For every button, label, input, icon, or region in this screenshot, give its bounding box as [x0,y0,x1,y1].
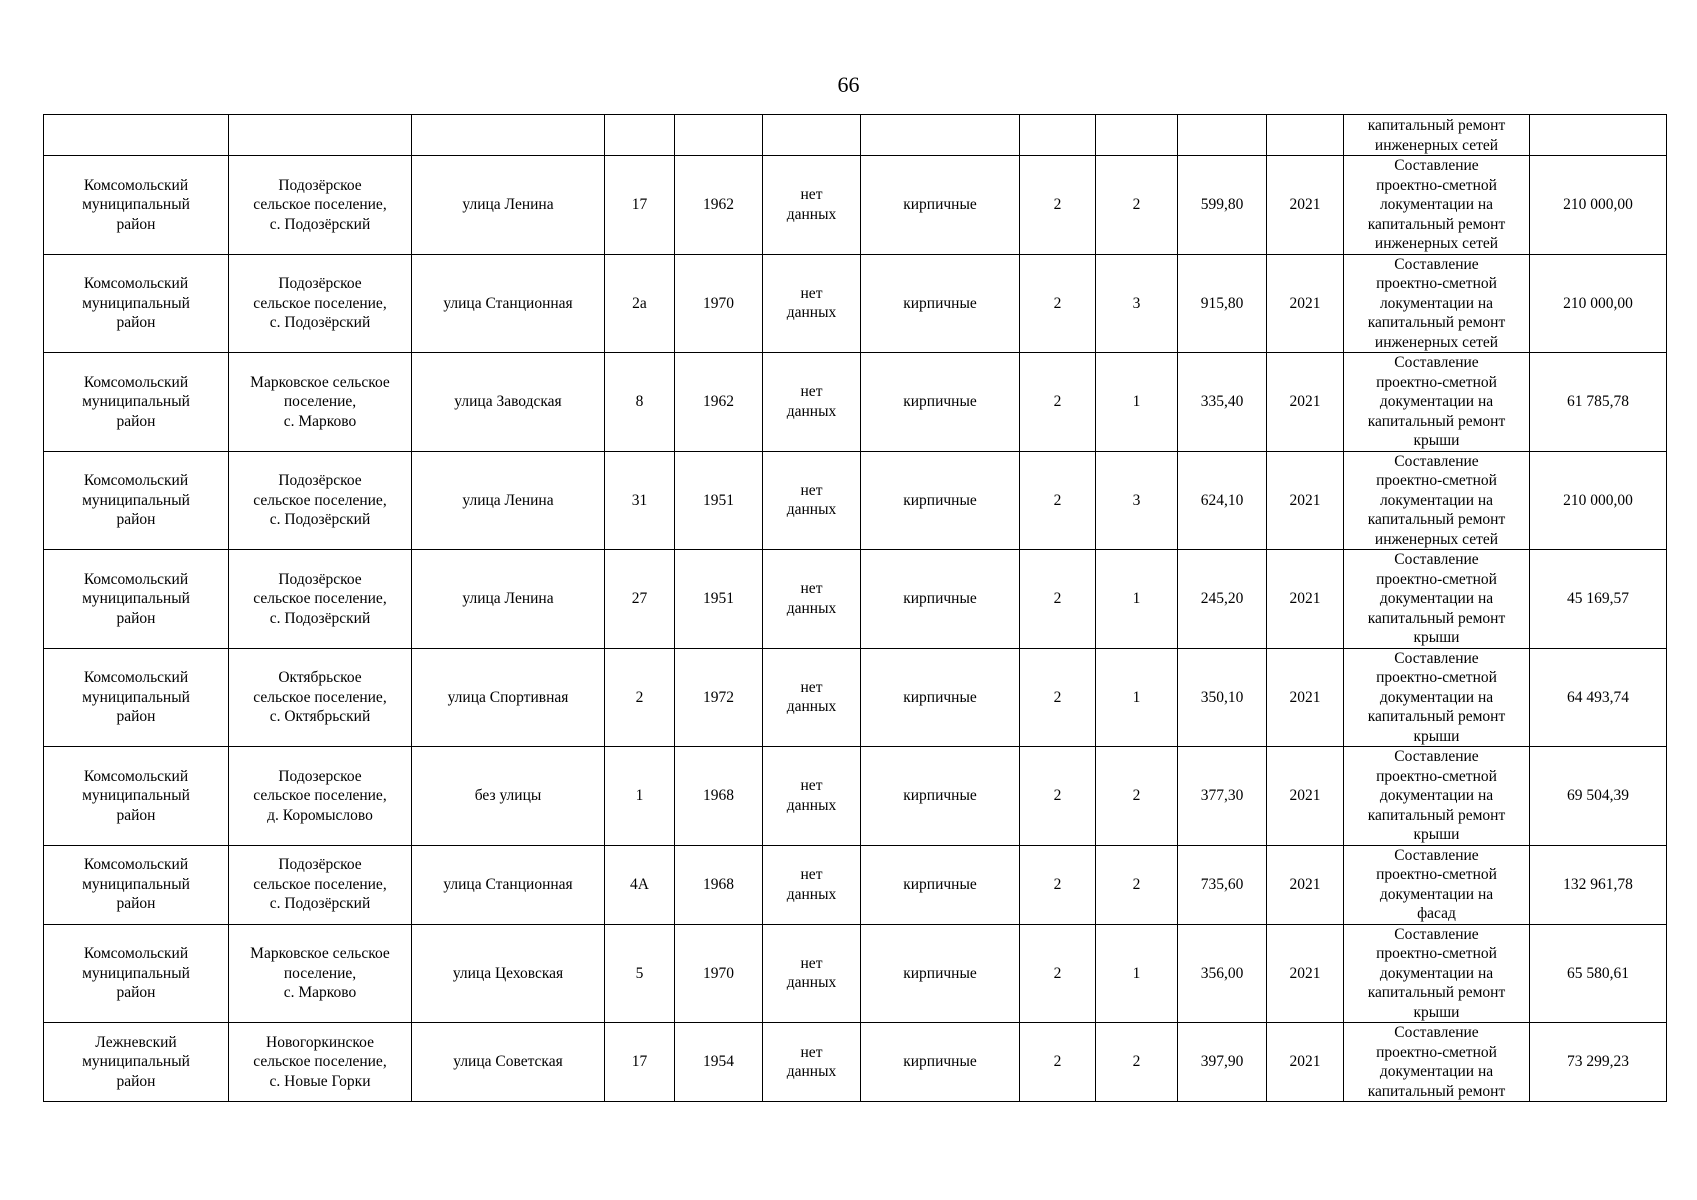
table-row [44,845,1667,924]
cell-district: Комсомольский муниципальный район [44,353,229,452]
cell-district: Комсомольский муниципальный район [44,747,229,846]
cell-plan-year: 2021 [1267,924,1344,1023]
cell-year: 1962 [675,156,763,255]
cell-ko-year: нет данных [763,156,861,255]
table-row [44,648,1667,747]
cell-area: 377,30 [1178,747,1267,846]
cell-street: улица Цеховская [412,924,605,1023]
table-row-continuation [44,115,1667,156]
cell-floors: 2 [1020,924,1096,1023]
cell-street: улица Станционная [412,254,605,353]
cell-settlement: Подозерское сельское поселение, д. Коромыслово [229,747,412,846]
table-row [44,1023,1667,1102]
cell-floors: 2 [1020,845,1096,924]
cell-work: Составление проектно-сметной документации на капитальный ремонт крыши [1344,924,1530,1023]
cell-year [675,115,763,156]
cell-entrances: 1 [1096,353,1178,452]
table-row [44,254,1667,353]
table-row [44,353,1667,452]
cell-plan-year: 2021 [1267,1023,1344,1102]
cell-area: 599,80 [1178,156,1267,255]
cell-plan-year [1267,115,1344,156]
cell-district: Лежневский муниципальный район [44,1023,229,1102]
cell-house: 27 [605,550,675,649]
cell-entrances: 3 [1096,254,1178,353]
cell-street: улица Ленина [412,451,605,550]
cell-settlement: Подозёрское сельское поселение, с. Подозёрский [229,845,412,924]
cell-entrances: 3 [1096,451,1178,550]
cell-cost: 210 000,00 [1530,156,1667,255]
cell-settlement: Подозёрское сельское поселение, с. Подозёрский [229,451,412,550]
cell-ko-year: нет данных [763,353,861,452]
cell-year: 1968 [675,845,763,924]
cell-floors: 2 [1020,747,1096,846]
cell-street: улица Ленина [412,550,605,649]
cell-settlement [229,115,412,156]
cell-work: капитальный ремонт инженерных сетей [1344,115,1530,156]
cell-entrances: 2 [1096,156,1178,255]
cell-floors [1020,115,1096,156]
cell-district: Комсомольский муниципальный район [44,550,229,649]
cell-entrances: 2 [1096,845,1178,924]
cell-house: 31 [605,451,675,550]
cell-cost: 73 299,23 [1530,1023,1667,1102]
cell-floors: 2 [1020,353,1096,452]
cell-entrances: 1 [1096,924,1178,1023]
cell-district: Комсомольский муниципальный район [44,845,229,924]
cell-plan-year: 2021 [1267,353,1344,452]
cell-cost: 61 785,78 [1530,353,1667,452]
cell-entrances: 1 [1096,550,1178,649]
cell-work: Составление проектно-сметной документации на капитальный ремонт крыши [1344,353,1530,452]
cell-material: кирпичные [861,156,1020,255]
cell-material: кирпичные [861,451,1020,550]
cell-cost: 45 169,57 [1530,550,1667,649]
cell-area: 356,00 [1178,924,1267,1023]
page-number: 66 [837,72,860,97]
cell-year: 1962 [675,353,763,452]
cell-district [44,115,229,156]
table-row [44,156,1667,255]
cell-floors: 2 [1020,451,1096,550]
cell-work: Составление проектно-сметной локументации на капитальный ремонт инженерных сетей [1344,254,1530,353]
cell-street: улица Советская [412,1023,605,1102]
cell-material: кирпичные [861,1023,1020,1102]
cell-area: 335,40 [1178,353,1267,452]
cell-area: 735,60 [1178,845,1267,924]
cell-year: 1954 [675,1023,763,1102]
cell-plan-year: 2021 [1267,156,1344,255]
cell-area: 915,80 [1178,254,1267,353]
cell-year: 1970 [675,924,763,1023]
cell-plan-year: 2021 [1267,747,1344,846]
cell-house: 2 [605,648,675,747]
housing-repair-table [43,114,1667,1102]
cell-material: кирпичные [861,648,1020,747]
cell-house: 17 [605,1023,675,1102]
cell-material: кирпичные [861,845,1020,924]
cell-district: Комсомольский муниципальный район [44,156,229,255]
cell-plan-year: 2021 [1267,648,1344,747]
cell-cost: 69 504,39 [1530,747,1667,846]
cell-plan-year: 2021 [1267,254,1344,353]
cell-street: улица Заводская [412,353,605,452]
cell-settlement: Новогоркинское сельское поселение, с. Новые Горки [229,1023,412,1102]
table-body [44,115,1667,1102]
cell-settlement: Марковское сельское поселение, с. Марково [229,924,412,1023]
cell-house: 5 [605,924,675,1023]
cell-ko-year: нет данных [763,550,861,649]
cell-year: 1968 [675,747,763,846]
cell-house: 2а [605,254,675,353]
cell-plan-year: 2021 [1267,550,1344,649]
cell-floors: 2 [1020,254,1096,353]
cell-entrances: 2 [1096,1023,1178,1102]
cell-ko-year: нет данных [763,845,861,924]
cell-cost: 210 000,00 [1530,451,1667,550]
cell-material: кирпичные [861,550,1020,649]
cell-plan-year: 2021 [1267,845,1344,924]
cell-settlement: Подозёрское сельское поселение, с. Подозёрский [229,156,412,255]
cell-settlement: Марковское сельское поселение, с. Марково [229,353,412,452]
cell-district: Комсомольский муниципальный район [44,254,229,353]
cell-cost: 64 493,74 [1530,648,1667,747]
cell-material [861,115,1020,156]
cell-settlement: Подозёрское сельское поселение, с. Подозёрский [229,254,412,353]
table-row [44,550,1667,649]
cell-floors: 2 [1020,550,1096,649]
cell-district: Комсомольский муниципальный район [44,451,229,550]
cell-street: без улицы [412,747,605,846]
cell-area: 624,10 [1178,451,1267,550]
cell-cost [1530,115,1667,156]
table-row [44,924,1667,1023]
cell-floors: 2 [1020,156,1096,255]
cell-district: Комсомольский муниципальный район [44,648,229,747]
cell-street: улица Станционная [412,845,605,924]
cell-cost: 132 961,78 [1530,845,1667,924]
cell-street [412,115,605,156]
cell-work: Составление проектно-сметной документации на капитальный ремонт крыши [1344,550,1530,649]
cell-material: кирпичные [861,254,1020,353]
cell-plan-year: 2021 [1267,451,1344,550]
cell-ko-year: нет данных [763,747,861,846]
cell-entrances: 2 [1096,747,1178,846]
cell-work: Составление проектно-сметной локументации на капитальный ремонт инженерных сетей [1344,451,1530,550]
cell-ko-year: нет данных [763,648,861,747]
cell-year: 1951 [675,451,763,550]
cell-ko-year: нет данных [763,1023,861,1102]
cell-street: улица Спортивная [412,648,605,747]
cell-floors: 2 [1020,648,1096,747]
cell-entrances [1096,115,1178,156]
cell-house: 17 [605,156,675,255]
cell-cost: 65 580,61 [1530,924,1667,1023]
cell-ko-year [763,115,861,156]
cell-street: улица Ленина [412,156,605,255]
cell-work: Составление проектно-сметной документации на капитальный ремонт крыши [1344,747,1530,846]
cell-work: Составление проектно-сметной документации на фасад [1344,845,1530,924]
cell-area [1178,115,1267,156]
cell-year: 1972 [675,648,763,747]
cell-cost: 210 000,00 [1530,254,1667,353]
table-row [44,451,1667,550]
cell-ko-year: нет данных [763,254,861,353]
cell-material: кирпичные [861,747,1020,846]
cell-house [605,115,675,156]
table-row [44,747,1667,846]
cell-material: кирпичные [861,924,1020,1023]
cell-ko-year: нет данных [763,924,861,1023]
cell-work: Составление проектно-сметной документации на капитальный ремонт [1344,1023,1530,1102]
cell-settlement: Подозёрское сельское поселение, с. Подозёрский [229,550,412,649]
cell-area: 397,90 [1178,1023,1267,1102]
cell-year: 1951 [675,550,763,649]
cell-work: Составление проектно-сметной документации на капитальный ремонт крыши [1344,648,1530,747]
cell-material: кирпичные [861,353,1020,452]
cell-house: 1 [605,747,675,846]
cell-area: 245,20 [1178,550,1267,649]
cell-entrances: 1 [1096,648,1178,747]
cell-floors: 2 [1020,1023,1096,1102]
cell-work: Составление проектно-сметной локументации на капитальный ремонт инженерных сетей [1344,156,1530,255]
cell-settlement: Октябрьское сельское поселение, с. Октябрьский [229,648,412,747]
cell-district: Комсомольский муниципальный район [44,924,229,1023]
cell-area: 350,10 [1178,648,1267,747]
cell-ko-year: нет данных [763,451,861,550]
cell-house: 4А [605,845,675,924]
cell-year: 1970 [675,254,763,353]
cell-house: 8 [605,353,675,452]
